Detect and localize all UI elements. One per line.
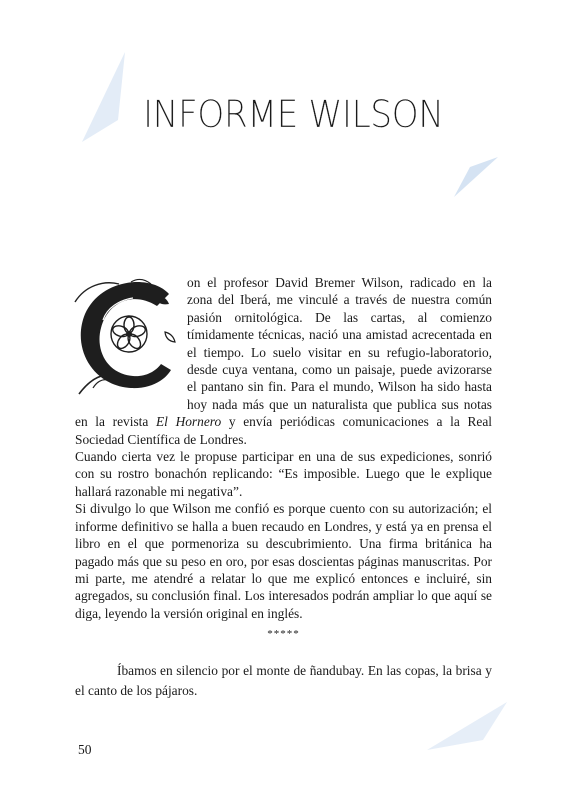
section-separator: ***** xyxy=(267,628,300,640)
ornamental-drop-cap xyxy=(73,276,181,396)
paragraph-2: Cuando cierta vez le propuse participar en una de sus expediciones, sonrió con su rostro bonachón replicando: “Es imposible. Luego que le explique hallará razonable mi negativa”. xyxy=(75,449,492,499)
decorative-shard-bottom-right xyxy=(425,700,510,755)
page-number: 50 xyxy=(78,742,92,757)
paragraph-1-intro: on el profesor David Bremer Wilson, radicado en la zona del Iberá, me vinculé a través de nuestra común pasión ornitológica. De las cartas, al comienzo tímidamente técnicas, nació una amistad acrecentada en el tiempo. Lo suelo visitar en su refugio-laboratorio, desde cuya ventana, como un paisaje, puede avizorarse el pantano sin fin. Para el mundo, Wilson ha sido hasta hoy nada más que un naturalista que publica sus notas en la revista xyxy=(75,275,492,430)
paragraph-1 xyxy=(75,274,492,448)
paragraph-4: Íbamos en silencio por el monte de ñandubay. En las copas, la brisa y el canto de los pájaros. xyxy=(75,663,492,698)
main-text xyxy=(75,274,492,622)
journal-name: El Hornero xyxy=(156,414,222,430)
paragraph-3: Si divulgo lo que Wilson me confió es porque cuento con su autorización; el informe definitivo se halla a buen recaudo en Londres, y está ya en prensa el libro en el que pormenoriza su descubrimiento. Una firma británica ha pagado más que su peso en oro, por esas doscientas páginas manuscritas. Por mi parte, me atendré a relatar lo que me explicó entonces e incluiré, sin agregados, su conclusión final. Los interesados podrán ampliar lo que aquí se diga, leyendo la versión original en inglés. xyxy=(75,501,492,621)
page-title: INFORME WILSON xyxy=(143,93,444,136)
paragraph-1-end: y envía periódicas comunicaciones a la Real Sociedad Científica de Londres. xyxy=(75,414,493,447)
decorative-shard-top-left xyxy=(80,50,130,145)
decorative-shard-right xyxy=(452,155,502,200)
